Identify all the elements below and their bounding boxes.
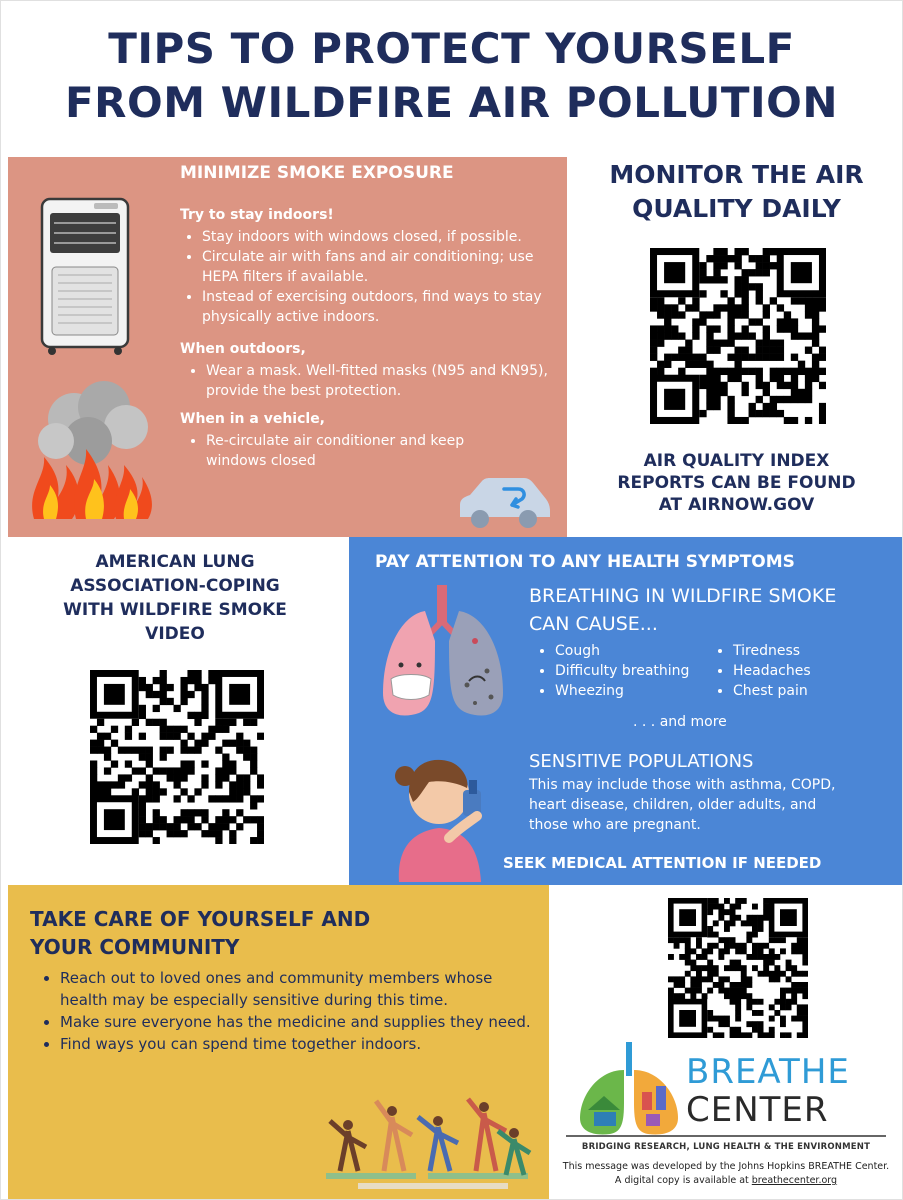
page-title [0, 22, 903, 130]
monitor-footer-line-2: REPORTS CAN BE FOUND [617, 473, 856, 493]
logo-tagline: BRIDGING RESEARCH, LUNG HEALTH & THE ENVIRONMENT [581, 1142, 871, 1152]
outdoors-title: When outdoors, [180, 341, 306, 357]
video-heading-line-4: VIDEO [145, 624, 205, 644]
list-item: • Chest pain [733, 681, 893, 701]
symptoms-subheading [529, 582, 836, 638]
monitor-footer-line-1: AIR QUALITY INDEX [643, 451, 830, 471]
monitor-heading [580, 158, 893, 226]
list-item: • Reach out to loved ones and community members whose health may be especially sensitive during this time. [60, 967, 540, 1011]
airnow-qr-code[interactable] [650, 248, 826, 424]
breathecenter-link[interactable]: breathecenter.org [751, 1175, 838, 1186]
lungs-icon [379, 581, 507, 727]
monitor-footer [580, 450, 893, 516]
video-heading-line-3: WITH WILDFIRE SMOKE [63, 600, 287, 620]
care-list [38, 967, 540, 1055]
care-heading-line-1: TAKE CARE OF YOURSELF AND [30, 907, 371, 931]
list-item: • Stay indoors with windows closed, if possible. [202, 227, 550, 247]
care-heading-line-2: YOUR COMMUNITY [30, 935, 240, 959]
video-heading [8, 550, 342, 646]
list-item: • Find ways you can spend time together indoors. [60, 1033, 540, 1055]
list-item: • Circulate air with fans and air conditioning; use HEPA filters if available. [202, 247, 550, 287]
sensitive-title: SENSITIVE POPULATIONS [529, 751, 754, 772]
sensitive-line-3: those who are pregnant. [529, 817, 701, 833]
sensitive-body [529, 775, 879, 835]
title-line-1: TIPS TO PROTECT YOURSELF [108, 24, 795, 73]
breathe-wordmark: BREATHE [686, 1052, 850, 1092]
list-item: • Make sure everyone has the medicine and supplies they need. [60, 1011, 540, 1033]
fire-smoke-icon [26, 379, 158, 525]
car-icon [454, 475, 552, 531]
smoke-exposure-panel [8, 157, 567, 537]
list-item: • Re-circulate air conditioner and keep windows closed [206, 431, 506, 471]
care-heading [30, 905, 370, 961]
health-symptoms-panel [349, 537, 903, 885]
symptoms-subheading-line-2: CAN CAUSE... [529, 613, 658, 635]
symptoms-subheading-line-1: BREATHING IN WILDFIRE SMOKE [529, 585, 837, 607]
video-heading-line-2: ASSOCIATION-COPING [70, 576, 280, 596]
symptoms-heading: PAY ATTENTION TO ANY HEALTH SYMPTOMS [375, 552, 795, 572]
take-care-panel [8, 885, 549, 1200]
seek-medical-attention: SEEK MEDICAL ATTENTION IF NEEDED [503, 854, 822, 872]
smoke-heading: MINIMIZE SMOKE EXPOSURE [180, 163, 454, 183]
sensitive-line-1: This may include those with asthma, COPD, [529, 777, 836, 793]
monitor-heading-line-1: MONITOR THE AIR [609, 160, 864, 189]
air-conditioner-icon [38, 195, 138, 357]
outdoors-list [180, 361, 550, 401]
breathe-center-qr-code[interactable] [668, 898, 808, 1038]
monitor-footer-line-3: AT AIRNOW.GOV [658, 495, 815, 515]
list-item: • Wheezing [555, 681, 735, 701]
list-item: • Wear a mask. Well-fitted masks (N95 and KN95), provide the best protection. [206, 361, 550, 401]
smoke-tips [180, 207, 550, 471]
yoga-group-icon [318, 1081, 538, 1191]
vehicle-title: When in a vehicle, [180, 411, 326, 427]
sensitive-line-2: heart disease, children, older adults, and [529, 797, 817, 813]
credit-prefix: A digital copy is available at [614, 1175, 752, 1186]
list-item: • Instead of exercising outdoors, find ways to stay physically active indoors. [202, 287, 550, 327]
symptoms-more: . . . and more [633, 714, 727, 730]
credit-line-2 [556, 1174, 896, 1188]
child-inhaler-icon [379, 742, 499, 882]
credit-line-1: This message was developed by the Johns Hopkins BREATHE Center. [562, 1161, 890, 1172]
logo-divider [566, 1135, 886, 1137]
video-qr-code[interactable] [90, 670, 264, 844]
video-heading-line-1: AMERICAN LUNG [95, 552, 255, 572]
symptoms-left-list [539, 641, 735, 701]
list-item: • Difficulty breathing [555, 661, 735, 681]
center-wordmark: CENTER [686, 1090, 829, 1130]
monitor-heading-line-2: QUALITY DAILY [632, 194, 841, 223]
vehicle-list [180, 431, 506, 471]
indoors-title: Try to stay indoors! [180, 207, 334, 223]
breathe-lungs-logo-icon [574, 1040, 684, 1138]
indoors-list [180, 227, 550, 327]
symptoms-right-list [717, 641, 893, 701]
list-item: • Headaches [733, 661, 893, 681]
list-item: • Cough [555, 641, 735, 661]
title-line-2: FROM WILDFIRE AIR POLLUTION [64, 78, 839, 127]
credit-text [556, 1160, 896, 1188]
list-item: • Tiredness [733, 641, 893, 661]
